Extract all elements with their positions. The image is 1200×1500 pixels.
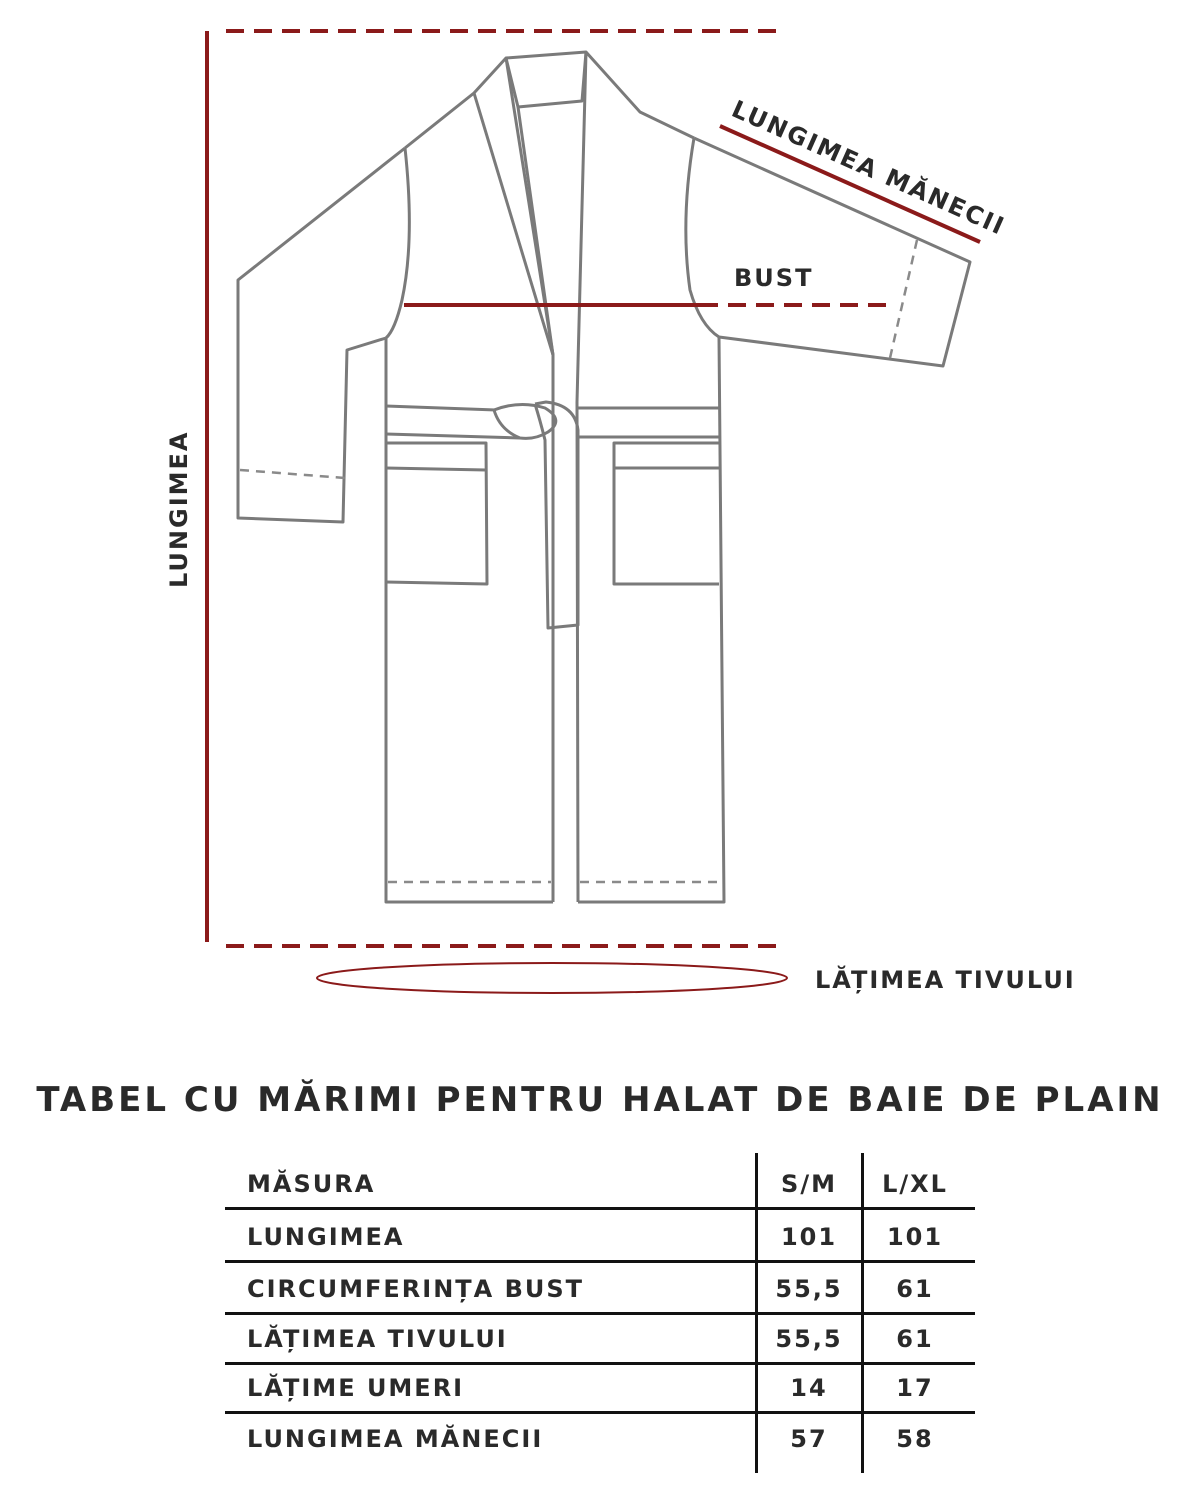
row-value-sm: 14 (790, 1374, 828, 1402)
row-value-lxl: 17 (896, 1374, 934, 1402)
header-size-sm: S/M (781, 1170, 837, 1198)
row-value-lxl: 61 (896, 1325, 934, 1353)
hem-width-ellipse (317, 963, 787, 993)
column-divider (755, 1153, 758, 1473)
row-label: LUNGIMEA (247, 1223, 405, 1251)
row-value-lxl: 101 (886, 1223, 944, 1251)
sleeve-length-label: LUNGIMEA MĂNECII (727, 94, 1010, 241)
row-label: CIRCUMFERINȚA BUST (247, 1275, 585, 1303)
hem-width-label: LĂȚIMEA TIVULUI (815, 966, 1076, 994)
row-value-sm: 101 (780, 1223, 838, 1251)
size-table-title: TABEL CU MĂRIMI PENTRU HALAT DE BAIE DE PLAIN (36, 1080, 1164, 1120)
row-label: LĂȚIME UMERI (247, 1374, 465, 1402)
row-value-sm: 55,5 (775, 1275, 843, 1303)
bust-label: BUST (734, 264, 814, 292)
row-value-lxl: 61 (896, 1275, 934, 1303)
row-label: LUNGIMEA MĂNECII (247, 1425, 544, 1453)
size-table (225, 1153, 975, 1473)
column-divider (861, 1153, 864, 1473)
row-value-sm: 57 (790, 1425, 828, 1453)
length-label: LUNGIMEA (165, 430, 193, 588)
row-value-lxl: 58 (896, 1425, 934, 1453)
header-size-lxl: L/XL (882, 1170, 948, 1198)
row-label: LĂȚIMEA TIVULUI (247, 1325, 508, 1353)
header-measure: MĂSURA (247, 1170, 376, 1198)
row-value-sm: 55,5 (775, 1325, 843, 1353)
